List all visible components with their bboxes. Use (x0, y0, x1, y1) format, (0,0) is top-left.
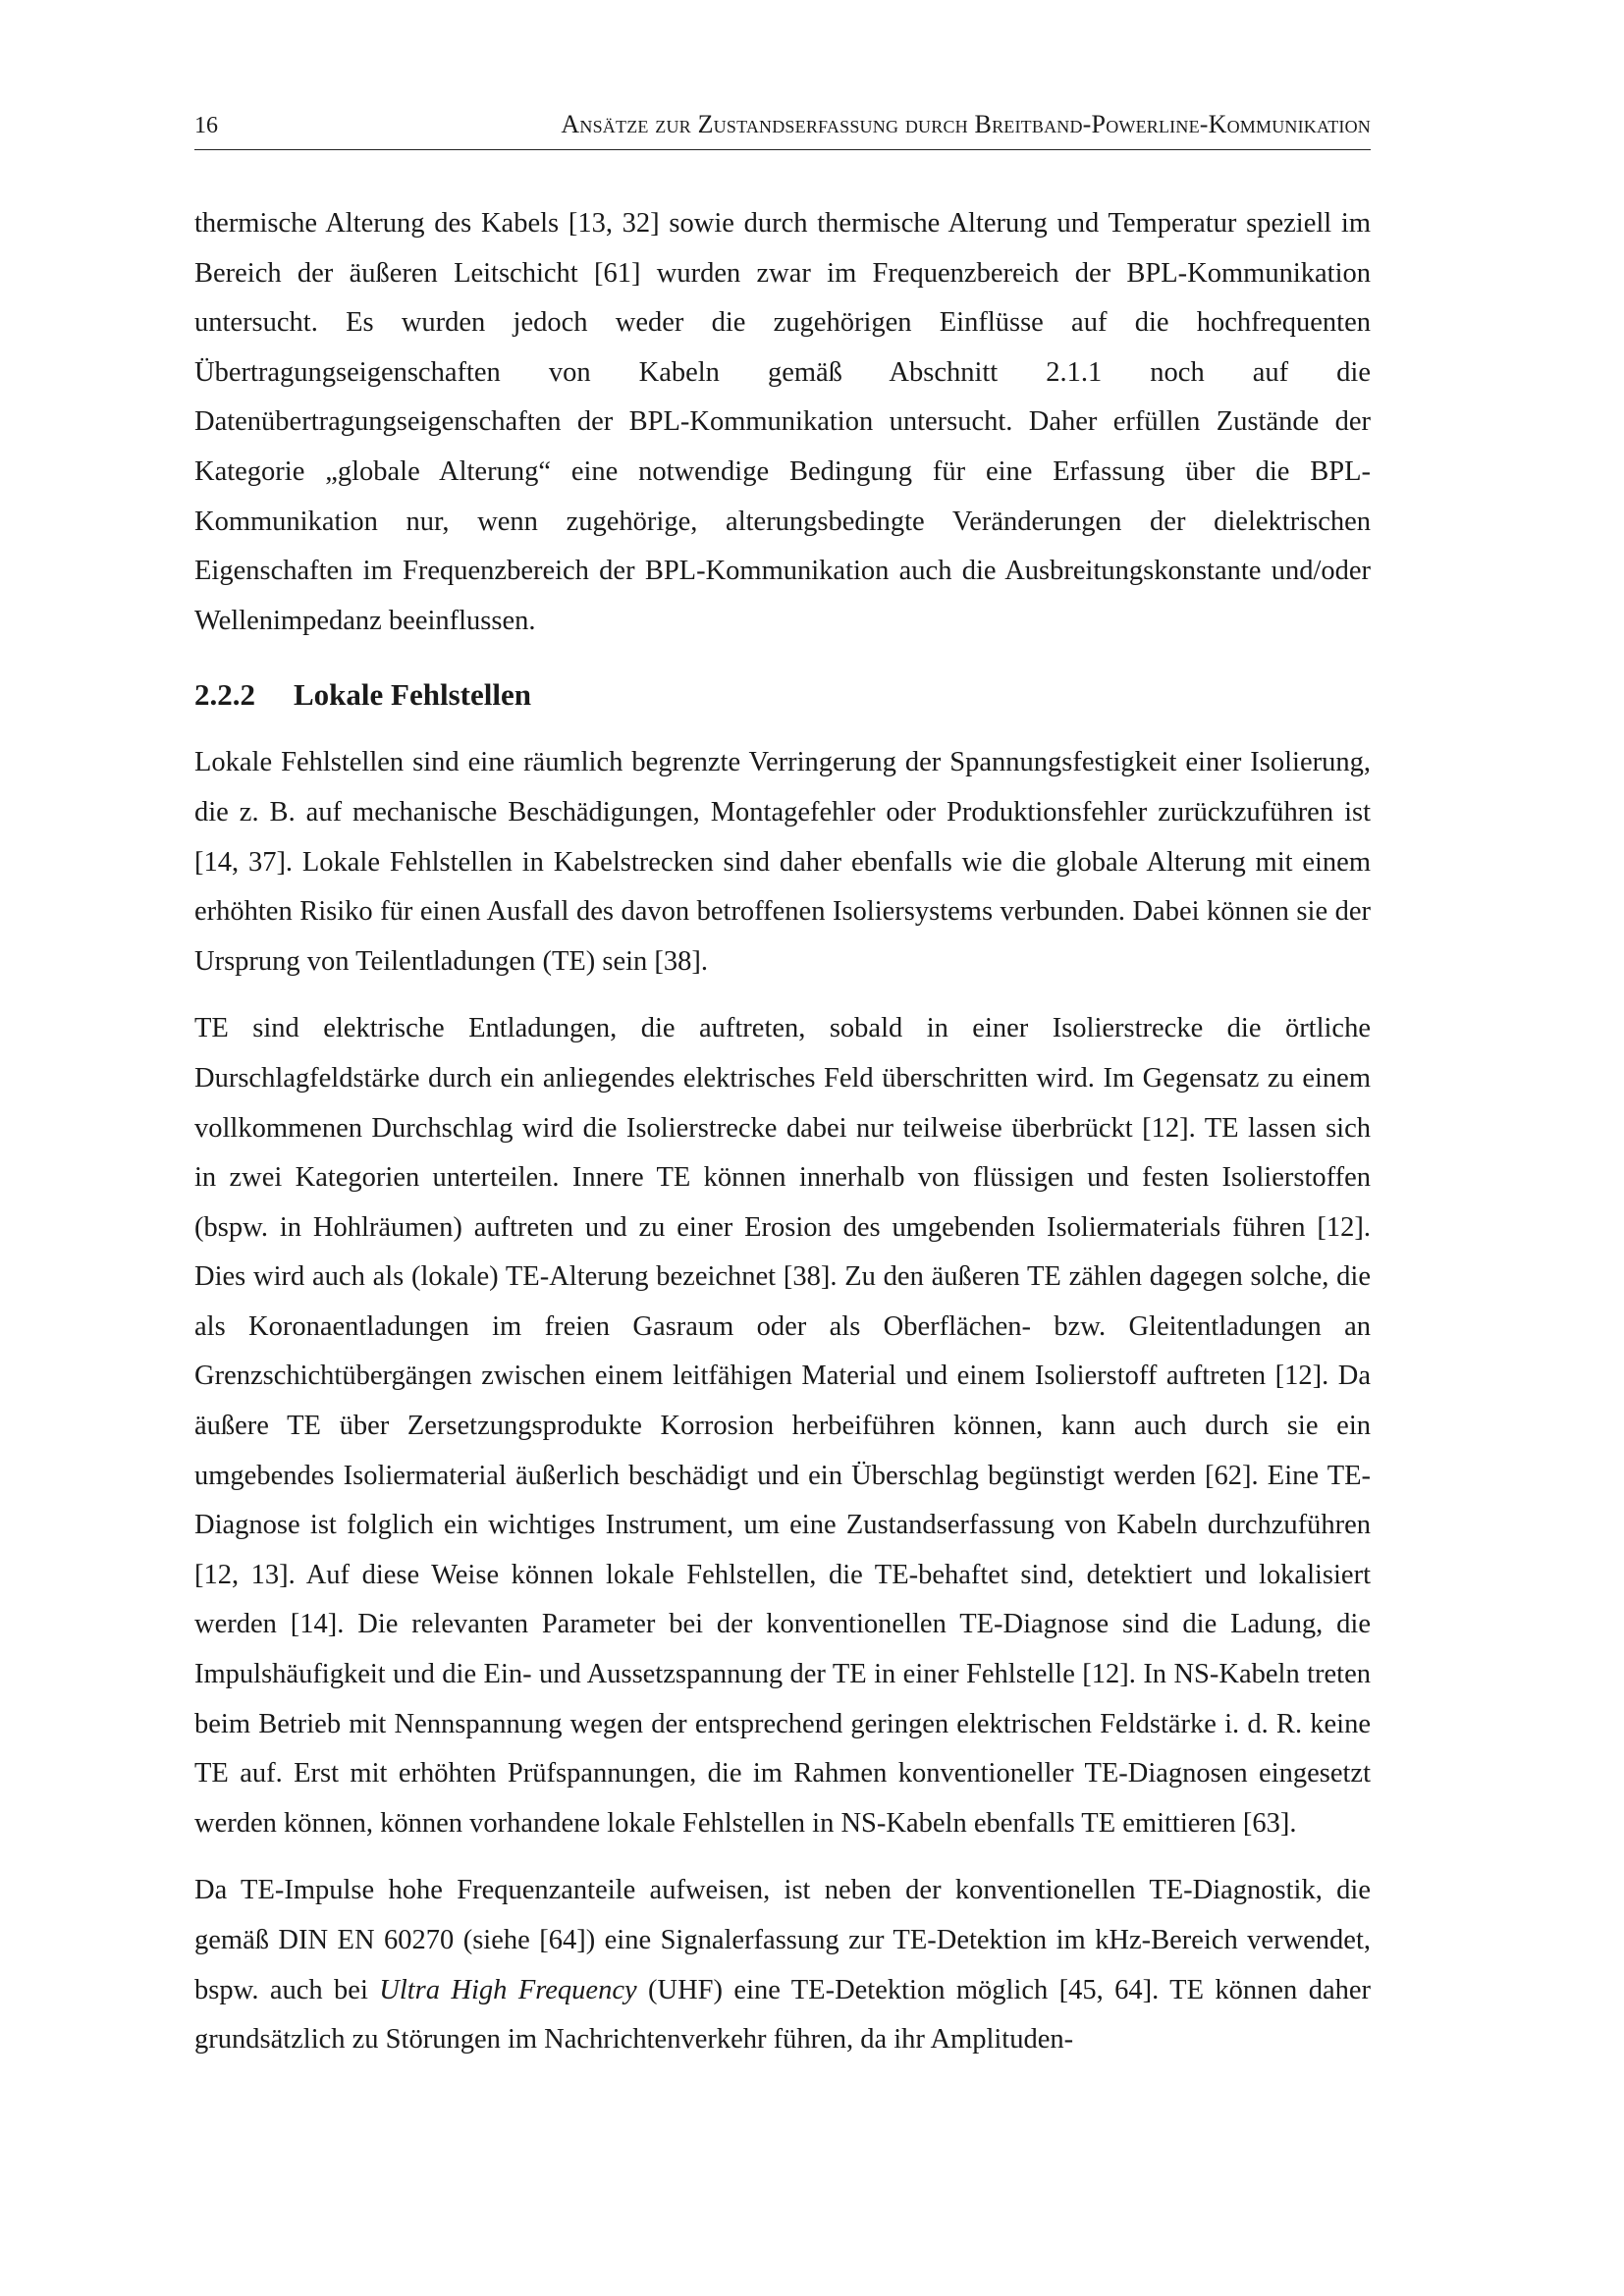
paragraph-2: Lokale Fehlstellen sind eine räumlich begrenzte Verringerung der Spannungsfestigkeit einer Isolierung, die z. B. auf mechanische Beschädigungen, Montagefehler oder Produktionsfehler zurückzuführen ist [14, 37]. Lokale Fehlstellen in Kabelstrecken sind daher ebenfalls wie die globale Alterung mit einem erhöhten Risiko für einen Ausfall des davon betroffenen Isoliersystems verbunden. Dabei können sie der Ursprung von Teilentladungen (TE) sein [38]. (194, 747, 1371, 977)
section-number: 2.2.2 (194, 677, 255, 713)
section-heading (194, 675, 1371, 715)
paragraph-4-text-start: Da TE-Impulse hohe Frequenzanteile aufweisen, ist neben der konventionellen TE-Diagnostik, die gemäß DIN EN 60270 (siehe [64]) eine Signalerfassung zur TE-Detektion im kHz-Bereich verwendet, bspw. auch bei (194, 1875, 1371, 2005)
paragraph-4 (194, 1866, 1371, 2064)
paragraph-4-italic-term: Ultra High Frequency (379, 1974, 637, 2005)
running-header (194, 110, 1371, 150)
document-page (194, 110, 1371, 2065)
running-title: Ansätze zur Zustandserfassung durch Breitband-Powerline-Kommunikation (561, 110, 1371, 138)
page-number: 16 (194, 113, 218, 138)
paragraph-3: TE sind elektrische Entladungen, die auftreten, sobald in einer Isolierstrecke die örtliche Durschlagfeldstärke durch ein anliegendes elektrisches Feld überschritten wird. Im Gegensatz zu einem vollkommenen Durchschlag wird die Isolierstrecke dabei nur teilweise überbrückt [12]. TE lassen sich in zwei Kategorien unterteilen. Innere TE können innerhalb von flüssigen und festen Isolierstoffen (bspw. in Hohlräumen) auftreten und zu einer Erosion des umgebenden Isoliermaterials führen [12]. Dies wird auch als (lokale) TE-Alterung bezeichnet [38]. Zu den äußeren TE zählen dagegen solche, die als Koronaentladungen im freien Gasraum oder als Oberflächen- bzw. Gleitentladungen an Grenzschichtübergängen zwischen einem leitfähigen Material und einem Isolierstoff auftreten [12]. Da äußere TE über Zersetzungsprodukte Korrosion herbeiführen können, kann auch durch sie ein umgebendes Isoliermaterial äußerlich beschädigt und ein Überschlag begünstigt werden [62]. Eine TE-Diagnose ist folglich ein wichtiges Instrument, um eine Zustandserfassung von Kabeln durchzuführen [12, 13]. Auf diese Weise können lokale Fehlstellen, die TE-behaftet sind, detektiert und lokalisiert werden [14]. Die relevanten Parameter bei der konventionellen TE-Diagnose sind die Ladung, die Impulshäufigkeit und die Ein- und Aussetzspannung der TE in einer Fehlstelle [12]. In NS-Kabeln treten beim Betrieb mit Nennspannung wegen der entsprechend geringen elektrischen Feldstärke i. d. R. keine TE auf. Erst mit erhöhten Prüfspannungen, die im Rahmen konventioneller TE-Diagnosen eingesetzt werden können, können vorhandene lokale Fehlstellen in NS-Kabeln ebenfalls TE emittieren [63]. (194, 1013, 1371, 1839)
paragraph-1: thermische Alterung des Kabels [13, 32] sowie durch thermische Alterung und Temperatur speziell im Bereich der äußeren Leitschicht [61] wurden zwar im Frequenzbereich der BPL-Kommunikation untersucht. Es wurden jedoch weder die zugehörigen Einflüsse auf die hochfrequenten Übertragungseigenschaften von Kabeln gemäß Abschnitt 2.1.1 noch auf die Datenübertragungseigenschaften der BPL-Kommunikation untersucht. Daher erfüllen Zustände der Kategorie „globale Alterung“ eine notwendige Bedingung für eine Erfassung über die BPL-Kommunikation nur, wenn zugehörige, alterungsbedingte Veränderungen der dielektrischen Eigenschaften im Frequenzbereich der BPL-Kommunikation auch die Ausbreitungskonstante und/oder Wellenimpedanz beeinflussen. (194, 208, 1371, 636)
paragraph-4-text-end: (UHF) eine TE-Detektion möglich [45, 64]. TE können daher grundsätzlich zu Störungen im Nachrichtenverkehr führen, da ihr Amplituden- (194, 1974, 1371, 2056)
page-content (194, 199, 1371, 2065)
section-title: Lokale Fehlstellen (294, 677, 531, 713)
